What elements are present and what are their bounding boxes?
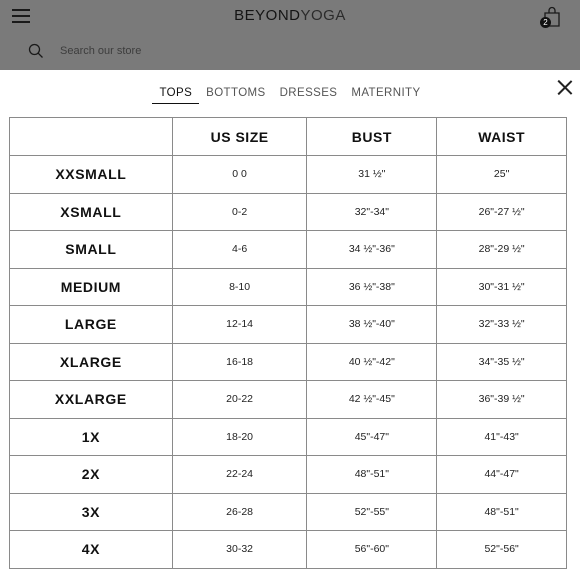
table-cell: 41"-43" xyxy=(437,418,567,456)
column-header xyxy=(10,118,173,156)
size-label-cell: XLARGE xyxy=(10,343,173,381)
table-row xyxy=(10,231,567,269)
size-label-cell: 3X xyxy=(10,493,173,531)
table-cell: 12-14 xyxy=(172,306,307,344)
table-header-row xyxy=(10,118,567,156)
table-cell: 28"-29 ½" xyxy=(437,231,567,269)
table-cell: 20-22 xyxy=(172,381,307,419)
size-label-cell: XSMALL xyxy=(10,193,173,231)
table-row xyxy=(10,418,567,456)
table-row xyxy=(10,456,567,494)
size-label-cell: 4X xyxy=(10,531,173,569)
table-cell: 0-2 xyxy=(172,193,307,231)
table-cell: 25" xyxy=(437,156,567,194)
table-cell: 42 ½"-45" xyxy=(307,381,437,419)
logo-bold-text: BEYOND xyxy=(234,7,301,24)
size-label-cell: SMALL xyxy=(10,231,173,269)
tab-bottoms[interactable]: BOTTOMS xyxy=(206,87,266,99)
table-row xyxy=(10,306,567,344)
table-cell: 26"-27 ½" xyxy=(437,193,567,231)
search-input[interactable] xyxy=(60,41,260,61)
cart-count-badge: 2 xyxy=(540,17,551,28)
size-label-cell: XXSMALL xyxy=(10,156,173,194)
table-cell: 40 ½"-42" xyxy=(307,343,437,381)
table-cell: 44"-47" xyxy=(437,456,567,494)
size-label-cell: XXLARGE xyxy=(10,381,173,419)
tab-tops[interactable]: TOPS xyxy=(152,86,199,104)
size-chart-table xyxy=(9,117,567,569)
table-cell: 52"-55" xyxy=(307,493,437,531)
table-cell: 8-10 xyxy=(172,268,307,306)
tab-dresses[interactable]: DRESSES xyxy=(279,87,338,99)
table-row xyxy=(10,268,567,306)
table-cell: 36"-39 ½" xyxy=(437,381,567,419)
tab-maternity[interactable]: MATERNITY xyxy=(351,87,421,99)
table-row xyxy=(10,343,567,381)
table-row xyxy=(10,193,567,231)
table-cell: 34"-35 ½" xyxy=(437,343,567,381)
table-row xyxy=(10,493,567,531)
table-cell: 26-28 xyxy=(172,493,307,531)
column-header: BUST xyxy=(307,118,437,156)
table-cell: 52"-56" xyxy=(437,531,567,569)
column-header: US SIZE xyxy=(172,118,307,156)
table-cell: 32"-33 ½" xyxy=(437,306,567,344)
table-cell: 38 ½"-40" xyxy=(307,306,437,344)
size-label-cell: 2X xyxy=(10,456,173,494)
table-cell: 36 ½"-38" xyxy=(307,268,437,306)
table-cell: 0 0 xyxy=(172,156,307,194)
table-cell: 4-6 xyxy=(172,231,307,269)
table-cell: 45"-47" xyxy=(307,418,437,456)
size-label-cell: MEDIUM xyxy=(10,268,173,306)
search-icon[interactable] xyxy=(28,43,44,59)
logo-light-text: YOGA xyxy=(300,7,346,24)
table-cell: 22-24 xyxy=(172,456,307,494)
table-cell: 34 ½"-36" xyxy=(307,231,437,269)
table-row xyxy=(10,531,567,569)
table-row xyxy=(10,156,567,194)
table-cell: 30-32 xyxy=(172,531,307,569)
table-cell: 32"-34" xyxy=(307,193,437,231)
size-label-cell: LARGE xyxy=(10,306,173,344)
table-cell: 16-18 xyxy=(172,343,307,381)
table-cell: 30"-31 ½" xyxy=(437,268,567,306)
table-cell: 31 ½" xyxy=(307,156,437,194)
table-cell: 48"-51" xyxy=(437,493,567,531)
table-cell: 18-20 xyxy=(172,418,307,456)
column-header: WAIST xyxy=(437,118,567,156)
table-cell: 56"-60" xyxy=(307,531,437,569)
table-cell: 48"-51" xyxy=(307,456,437,494)
size-label-cell: 1X xyxy=(10,418,173,456)
size-category-tabs xyxy=(0,86,580,104)
table-row xyxy=(10,381,567,419)
site-header xyxy=(0,0,580,70)
brand-logo[interactable] xyxy=(0,7,580,24)
